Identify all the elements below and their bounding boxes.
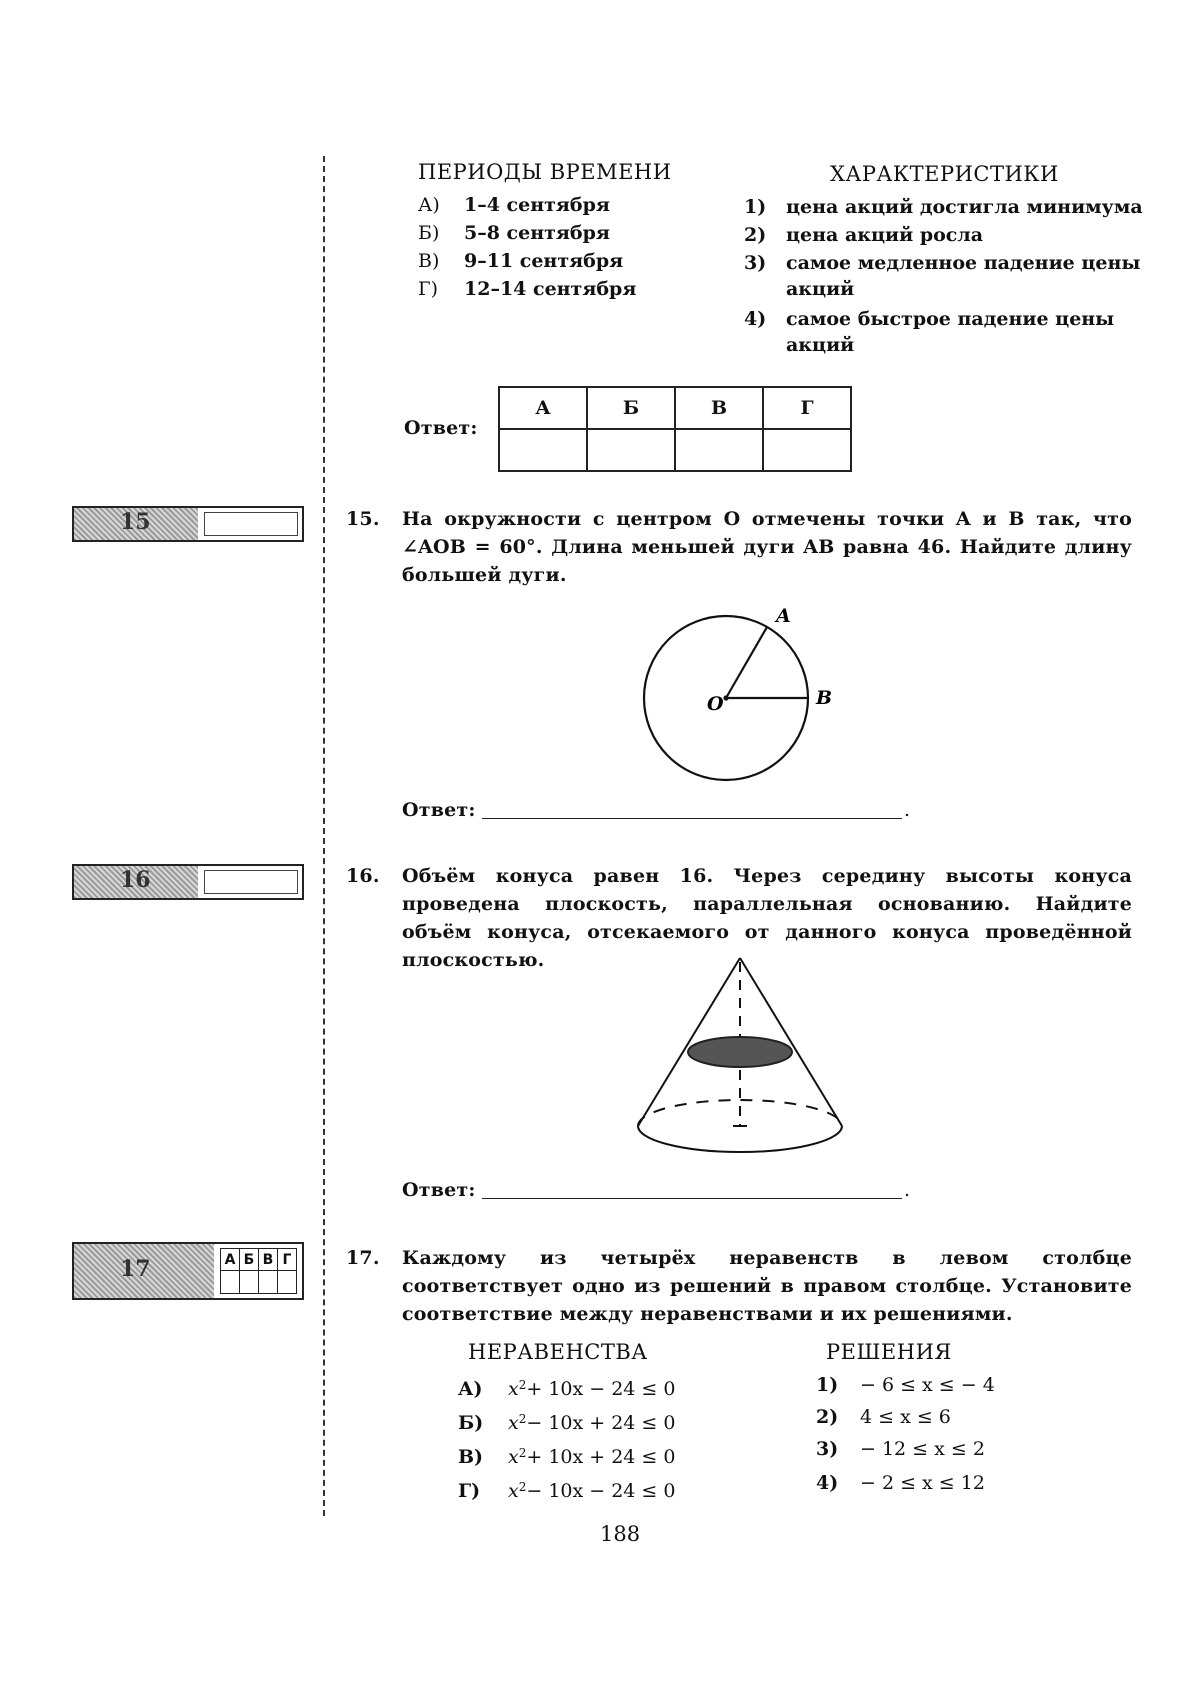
answer-line[interactable] bbox=[482, 1198, 902, 1199]
margin-answer-field[interactable] bbox=[204, 512, 298, 536]
answer-line[interactable] bbox=[482, 818, 902, 819]
answer-header: А bbox=[499, 387, 587, 429]
inequalities-heading: НЕРАВЕНСТВА bbox=[468, 1340, 648, 1364]
base-front-arc bbox=[638, 1126, 842, 1152]
label-a: A bbox=[776, 605, 791, 627]
characteristic-item-continued: акций bbox=[786, 278, 855, 300]
margin-task-number: 17 bbox=[120, 1256, 151, 1282]
answer-cell[interactable] bbox=[587, 429, 675, 471]
radius-oa bbox=[726, 627, 767, 698]
margin-answer-box-16 bbox=[72, 864, 304, 900]
solutions-heading: РЕШЕНИЯ bbox=[826, 1340, 952, 1364]
label-o: O bbox=[707, 693, 724, 715]
period-item: Б) 5–8 сентября bbox=[418, 222, 610, 244]
page-number: 188 bbox=[600, 1522, 641, 1546]
inequality-item: А) x 2 + 10x − 24 ≤ 0 bbox=[458, 1378, 676, 1400]
margin-letter-header: А Б В Г bbox=[220, 1248, 296, 1272]
inequality-item: В) x 2 + 10x + 24 ≤ 0 bbox=[458, 1446, 676, 1468]
answer-label: Ответ: bbox=[402, 1179, 476, 1201]
margin-letter-cells[interactable] bbox=[220, 1270, 296, 1294]
period-item: В) 9–11 сентября bbox=[418, 250, 624, 272]
answer-header: В bbox=[675, 387, 763, 429]
characteristic-item: 3) самое медленное падение цены bbox=[744, 252, 1141, 274]
task-number: 16. bbox=[346, 865, 380, 887]
characteristic-item-continued: акций bbox=[786, 334, 855, 356]
cone-diagram bbox=[630, 954, 850, 1184]
answer-header: Б bbox=[587, 387, 675, 429]
margin-answer-box-17 bbox=[72, 1242, 304, 1300]
solution-item: 3) − 12 ≤ x ≤ 2 bbox=[816, 1438, 985, 1460]
margin-task-number: 15 bbox=[120, 509, 151, 535]
answer-label: Ответ: bbox=[402, 799, 476, 821]
period-item: А) 1–4 сентября bbox=[418, 194, 610, 216]
task-number: 15. bbox=[346, 508, 380, 530]
characteristic-item: 1) цена акций достигла минимума bbox=[744, 196, 1143, 218]
period-item: Г) 12–14 сентября bbox=[418, 278, 637, 300]
answer-cell[interactable] bbox=[675, 429, 763, 471]
task-text: На окружности с центром O отмечены точки A и B так, что ∠AOB = 60°. Длина меньшей дуги AB равна 46. Найдите длину большей дуги. bbox=[402, 508, 1132, 586]
margin-answer-field[interactable] bbox=[204, 870, 298, 894]
answer-table bbox=[498, 386, 852, 472]
characteristic-item: 4) самое быстрое падение цены bbox=[744, 308, 1115, 330]
solution-item: 4) − 2 ≤ x ≤ 12 bbox=[816, 1472, 985, 1494]
circle-diagram bbox=[630, 604, 860, 794]
solution-item: 1) − 6 ≤ x ≤ − 4 bbox=[816, 1374, 995, 1396]
inequality-item: Г) x 2 − 10x − 24 ≤ 0 bbox=[458, 1480, 676, 1502]
section-plane bbox=[688, 1037, 792, 1067]
answer-dot: . bbox=[904, 1179, 911, 1201]
label-b: B bbox=[816, 687, 833, 709]
characteristics-heading: ХАРАКТЕРИСТИКИ bbox=[830, 162, 1059, 186]
inequality-item: Б) x 2 − 10x + 24 ≤ 0 bbox=[458, 1412, 676, 1434]
answer-cell[interactable] bbox=[499, 429, 587, 471]
center-point bbox=[723, 695, 728, 700]
task-text: Каждому из четырёх неравенств в левом столбце соответствует одно из решений в правом столбце. Установите соответствие между неравенствами и их решениями. bbox=[402, 1247, 1132, 1325]
margin-answer-box-15 bbox=[72, 506, 304, 542]
characteristic-item: 2) цена акций росла bbox=[744, 224, 984, 246]
solution-item: 2) 4 ≤ x ≤ 6 bbox=[816, 1406, 951, 1428]
answer-cell[interactable] bbox=[763, 429, 851, 471]
answer-dot: . bbox=[904, 799, 911, 821]
task-number: 17. bbox=[346, 1247, 380, 1269]
margin-task-number: 16 bbox=[120, 867, 151, 893]
answer-label: Ответ: bbox=[404, 417, 478, 439]
task-text: Объём конуса равен 16. Через середину высоты конуса проведена плоскость, параллельная основанию. Найдите объём конуса, отсекаемого от данного конуса проведённой плоскостью. bbox=[402, 865, 1132, 971]
periods-heading: ПЕРИОДЫ ВРЕМЕНИ bbox=[418, 160, 672, 184]
cut-line bbox=[323, 156, 325, 1516]
answer-header: Г bbox=[763, 387, 851, 429]
